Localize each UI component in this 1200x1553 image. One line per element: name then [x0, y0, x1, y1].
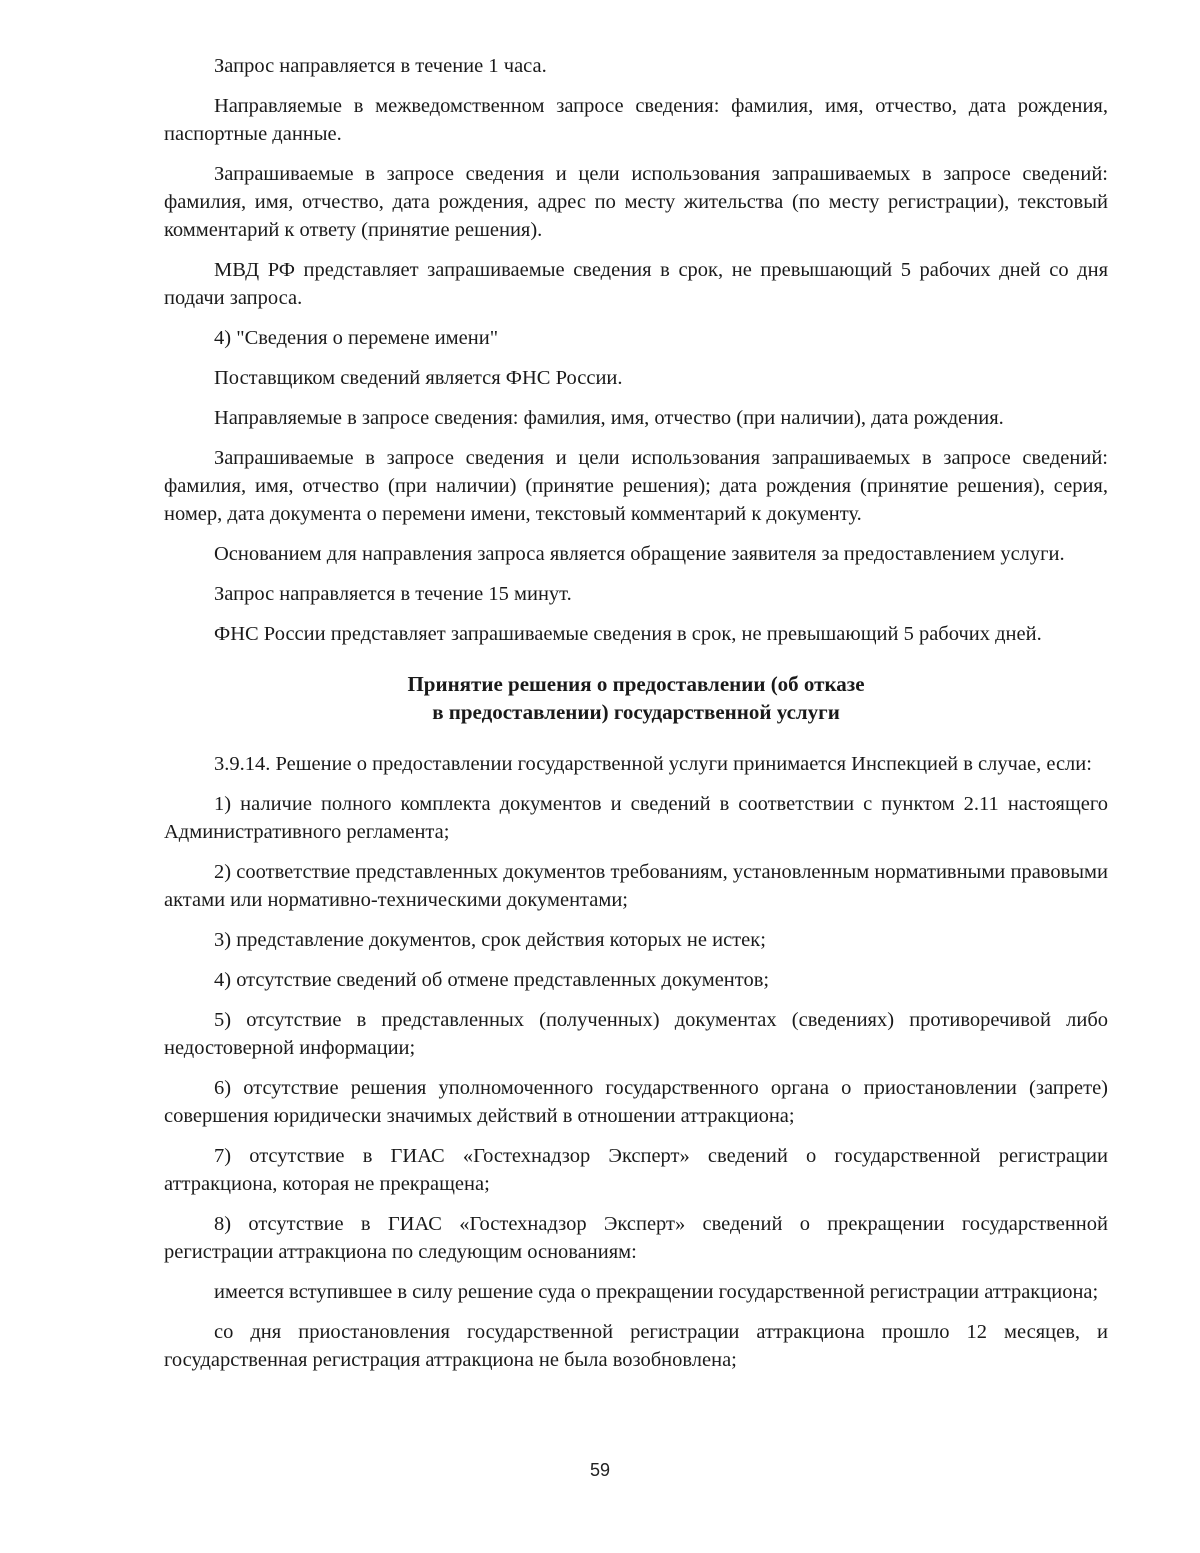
- paragraph: 3.9.14. Решение о предоставлении государственной услуги принимается Инспекцией в случае, если:: [214, 753, 1092, 775]
- list-item: 4) отсутствие сведений об отмене представленных документов;: [214, 969, 770, 991]
- list-item: 1) наличие полного комплекта документов и сведений в соответствии с пунктом 2.11 настоящего Административного регламента;: [164, 793, 1108, 843]
- page-number: 59: [589, 1460, 611, 1480]
- sub-list-item: имеется вступившее в силу решение суда о прекращении государственной регистрации аттракциона;: [214, 1281, 1099, 1303]
- section-heading: [164, 670, 1108, 726]
- paragraph: Направляемые в межведомственном запросе сведения: фамилия, имя, отчество, дата рождения, паспортные данные.: [164, 95, 1108, 145]
- list-item: 6) отсутствие решения уполномоченного государственного органа о приостановлении (запрете) совершения юридически значимых действий в отношении аттракциона;: [164, 1077, 1108, 1127]
- paragraph: Запрашиваемые в запросе сведения и цели использования запрашиваемых в запросе сведений: фамилия, имя, отчество (при наличии) (принятие решения); дата рождения (принятие решения), серия, номер, дата документа о перемени имени, текстовый комментарий к документу.: [164, 447, 1108, 525]
- list-item: 7) отсутствие в ГИАС «Гостехнадзор Эксперт» сведений о государственной регистрации аттракциона, которая не прекращена;: [164, 1145, 1108, 1195]
- section-heading-line-1: Принятие решения о предоставлении (об отказе: [407, 672, 865, 696]
- sub-list-item: со дня приостановления государственной регистрации аттракциона прошло 12 месяцев, и государственная регистрация аттракциона не была возобновлена;: [164, 1321, 1108, 1371]
- list-item: 8) отсутствие в ГИАС «Гостехнадзор Эксперт» сведений о прекращении государственной регистрации аттракциона по следующим основаниям:: [164, 1213, 1108, 1263]
- list-item: 2) соответствие представленных документов требованиям, установленным нормативными правовыми актами или нормативно-техническими документами;: [164, 861, 1108, 911]
- paragraph: Основанием для направления запроса является обращение заявителя за предоставлением услуги.: [214, 543, 1065, 565]
- list-item: 3) представление документов, срок действия которых не истек;: [214, 929, 766, 951]
- section-heading-line-2: в предоставлении) государственной услуги: [432, 700, 840, 724]
- paragraph: Запрос направляется в течение 15 минут.: [214, 583, 572, 605]
- paragraph: МВД РФ представляет запрашиваемые сведения в срок, не превышающий 5 рабочих дней со дня подачи запроса.: [164, 259, 1108, 309]
- paragraph: Поставщиком сведений является ФНС России.: [214, 367, 623, 389]
- paragraph: 4) "Сведения о перемене имени": [214, 327, 499, 349]
- paragraph: Запрос направляется в течение 1 часа.: [214, 55, 547, 77]
- paragraph: Запрашиваемые в запросе сведения и цели использования запрашиваемых в запросе сведений: фамилия, имя, отчество, дата рождения, адрес по месту жительства (по месту регистрации), текстовый комментарий к ответу (принятие решения).: [164, 163, 1108, 241]
- document-page: [164, 52, 1108, 1386]
- list-item: 5) отсутствие в представленных (полученных) документах (сведениях) противоречивой либо недостоверной информации;: [164, 1009, 1108, 1059]
- paragraph: ФНС России представляет запрашиваемые сведения в срок, не превышающий 5 рабочих дней.: [214, 623, 1042, 645]
- paragraph: Направляемые в запросе сведения: фамилия, имя, отчество (при наличии), дата рождения.: [214, 407, 1004, 429]
